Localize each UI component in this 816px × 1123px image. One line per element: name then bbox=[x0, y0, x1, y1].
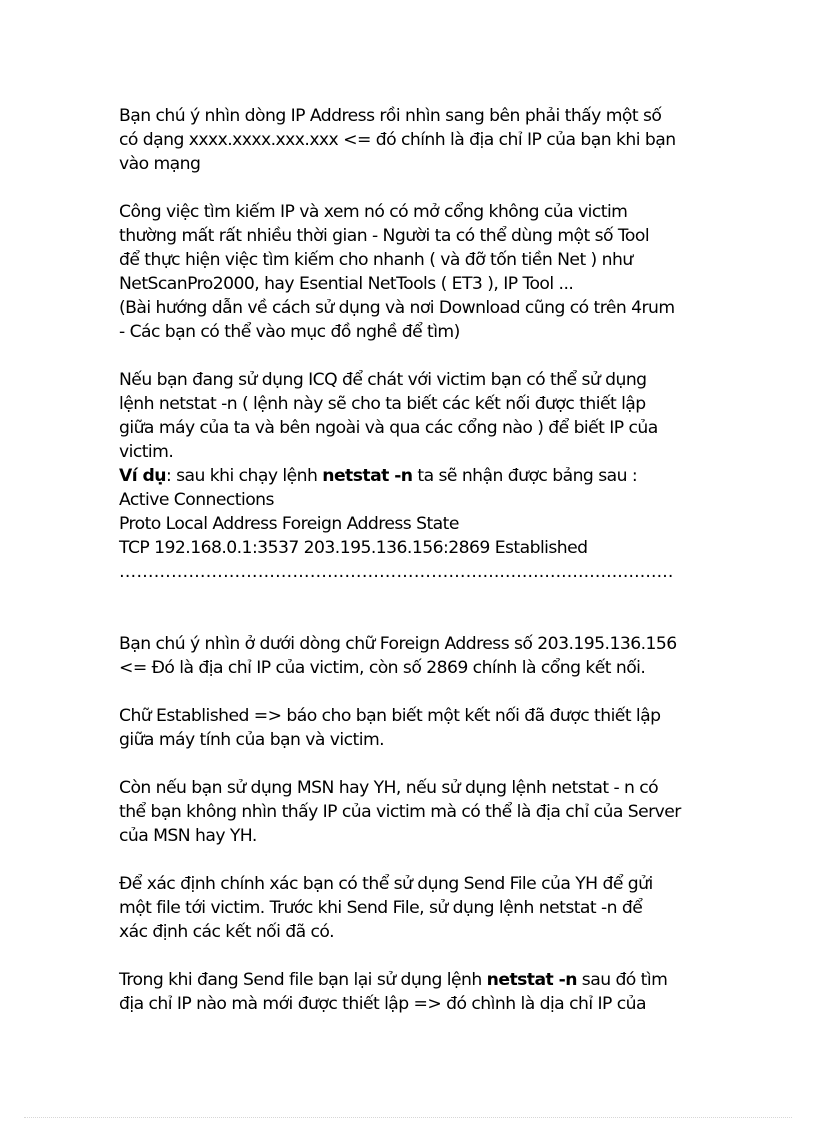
text-line: Bạn chú ý nhìn dòng IP Address rồi nhìn sang bên phải thấy một số bbox=[119, 106, 662, 126]
text-line: Còn nếu bạn sử dụng MSN hay YH, nếu sử dụng lệnh netstat - n có bbox=[119, 778, 659, 798]
text-line: victim. bbox=[119, 442, 174, 462]
text-line: Chữ Established => báo cho bạn biết một kết nối đã được thiết lập bbox=[119, 706, 661, 726]
text-line: một file tới victim. Trước khi Send File, sử dụng lệnh netstat -n để bbox=[119, 898, 643, 918]
paragraph-while-sending bbox=[119, 968, 719, 1016]
page-bottom-border bbox=[24, 1117, 792, 1118]
command-netstat: netstat -n bbox=[322, 466, 413, 486]
text-line: giữa máy tính của bạn và victim. bbox=[119, 730, 385, 750]
text-line: - Các bạn có thể vào mục đồ nghề để tìm) bbox=[119, 322, 460, 342]
paragraph-foreign-address bbox=[119, 632, 719, 680]
text-line: Bạn chú ý nhìn ở dưới dòng chữ Foreign Address số 203.195.136.156 bbox=[119, 634, 677, 654]
spacer bbox=[119, 584, 719, 632]
connections-heading: Active Connections bbox=[119, 490, 274, 510]
text-line: địa chỉ IP nào mà mới được thiết lập => đó chình là dịa chỉ IP của bbox=[119, 994, 646, 1014]
text-line: xác định các kết nối đã có. bbox=[119, 922, 335, 942]
text-segment: Trong khi đang Send file bạn lại sử dụng lệnh bbox=[119, 970, 487, 990]
example-text: : sau khi chạy lệnh bbox=[165, 466, 323, 486]
text-line bbox=[119, 968, 719, 992]
paragraph-established bbox=[119, 704, 719, 752]
text-segment: sau đó tìm bbox=[576, 970, 668, 990]
example-label: Ví dụ bbox=[119, 466, 166, 486]
text-line: Nếu bạn đang sử dụng ICQ để chát với victim bạn có thể sử dụng bbox=[119, 370, 647, 390]
paragraph-send-file bbox=[119, 872, 719, 944]
text-line: lệnh netstat -n ( lệnh này sẽ cho ta biết các kết nối được thiết lập bbox=[119, 394, 646, 414]
text-line: Để xác định chính xác bạn có thể sử dụng Send File của YH để gửi bbox=[119, 874, 653, 894]
example-text: ta sẽ nhận được bảng sau : bbox=[412, 466, 638, 486]
text-line: thường mất rất nhiều thời gian - Người ta có thể dùng một số Tool bbox=[119, 226, 650, 246]
connections-header-row: Proto Local Address Foreign Address State bbox=[119, 514, 459, 534]
text-line: có dạng xxxx.xxxx.xxx.xxx <= đó chính là địa chỉ IP của bạn khi bạn bbox=[119, 130, 676, 150]
document-body bbox=[119, 104, 719, 1016]
text-line: để thực hiện việc tìm kiếm cho nhanh ( và đỡ tốn tiền Net ) như bbox=[119, 250, 633, 270]
text-line: giữa máy của ta và bên ngoài và qua các cổng nào ) để biết IP của bbox=[119, 418, 658, 438]
paragraph-msn-yh bbox=[119, 776, 719, 848]
text-line: (Bài hướng dẫn về cách sử dụng và nơi Download cũng có trên 4rum bbox=[119, 298, 675, 318]
connections-row: TCP 192.168.0.1:3537 203.195.136.156:2869 Established bbox=[119, 538, 588, 558]
paragraph-netstat-icq bbox=[119, 368, 719, 584]
text-line: thể bạn không nhìn thấy IP của victim mà có thể là địa chỉ của Server bbox=[119, 802, 681, 822]
text-line: của MSN hay YH. bbox=[119, 826, 257, 846]
text-line: Công việc tìm kiếm IP và xem nó có mở cổng không của victim bbox=[119, 202, 628, 222]
text-line: vào mạng bbox=[119, 154, 201, 174]
paragraph-ip-address bbox=[119, 104, 719, 176]
text-line: <= Đó là địa chỉ IP của victim, còn số 2869 chính là cổng kết nối. bbox=[119, 658, 646, 678]
dotted-separator: ……………………………………………………..................................... bbox=[119, 562, 674, 582]
paragraph-ip-search-tools bbox=[119, 200, 719, 344]
example-line bbox=[119, 464, 719, 488]
text-line: NetScanPro2000, hay Esential NetTools ( ET3 ), IP Tool ... bbox=[119, 274, 574, 294]
command-netstat: netstat -n bbox=[486, 970, 577, 990]
